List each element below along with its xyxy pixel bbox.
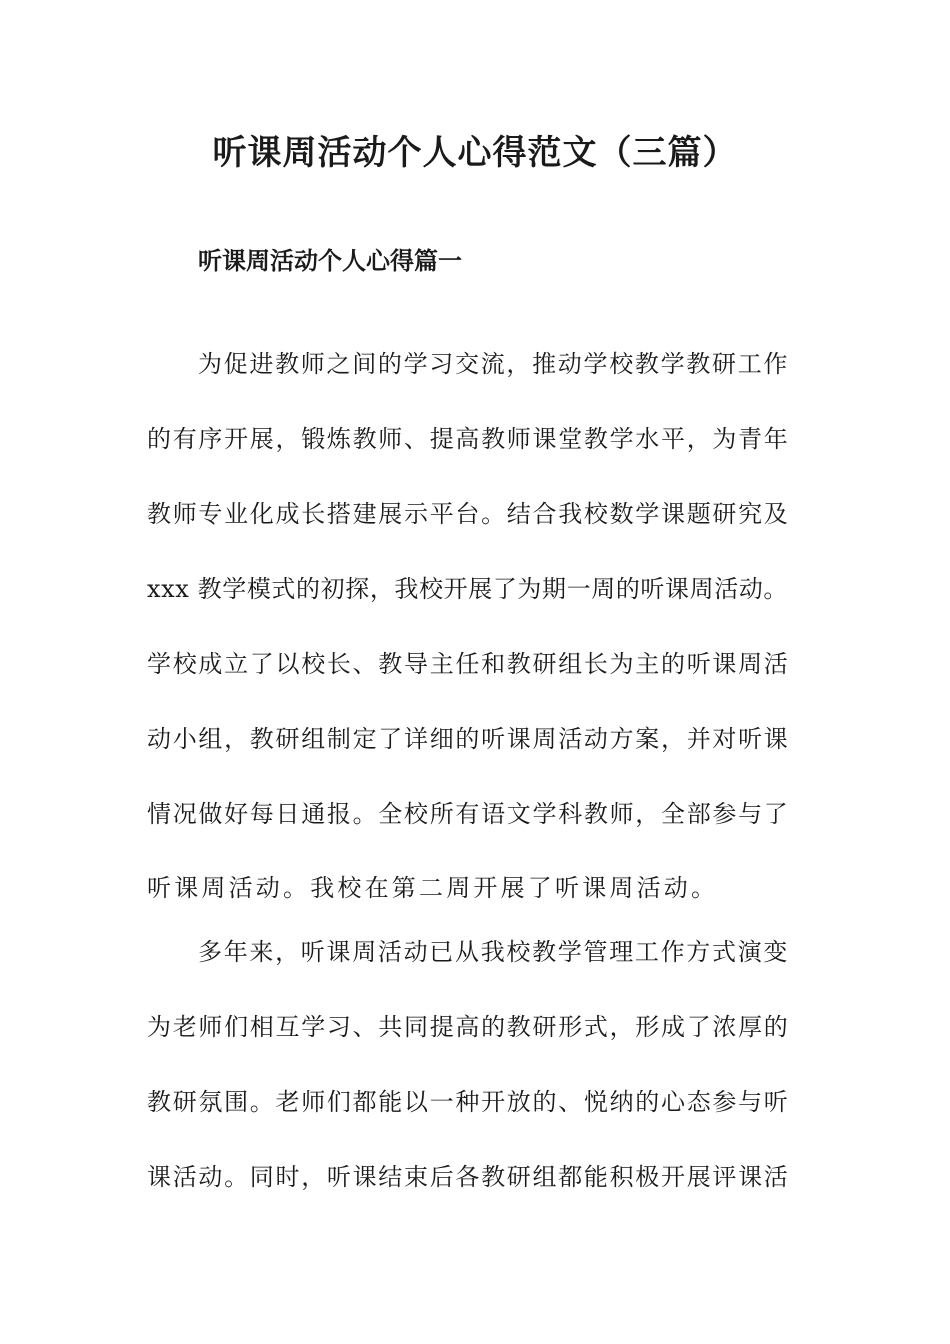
paragraph-line: 教研氛围。老师们都能以一种开放的、悦纳的心态参与听 [147,1088,790,1116]
paragraph-line: 听课周活动。我校在第二周开展了听课周活动。 [147,874,719,902]
section-heading: 听课周活动个人心得篇一 [198,246,462,275]
document-title: 听课周活动个人心得范文（三篇） [212,133,738,173]
paragraph-line: xxx 教学模式的初探，我校开展了为期一周的听课周活动。 [147,575,789,603]
paragraph-line: 情况做好每日通报。全校所有语文学科教师，全部参与了 [147,800,790,828]
paragraph-line: 多年来，听课周活动已从我校教学管理工作方式演变 [198,938,790,966]
paragraph-line: 学校成立了以校长、教导主任和教研组长为主的听课周活 [147,650,790,678]
paragraph-line: 动小组，教研组制定了详细的听课周活动方案，并对听课 [147,725,790,753]
paragraph-line: 为老师们相互学习、共同提高的教研形式，形成了浓厚的 [147,1013,790,1041]
paragraph-line: 为促进教师之间的学习交流，推动学校教学教研工作 [198,350,790,378]
paragraph-line: 课活动。同时，听课结束后各教研组都能积极开展评课活 [147,1163,790,1191]
paragraph-line: 教师专业化成长搭建展示平台。结合我校数学课题研究及 [147,500,790,528]
paragraph-line: 的有序开展，锻炼教师、提高教师课堂教学水平，为青年 [147,425,790,453]
